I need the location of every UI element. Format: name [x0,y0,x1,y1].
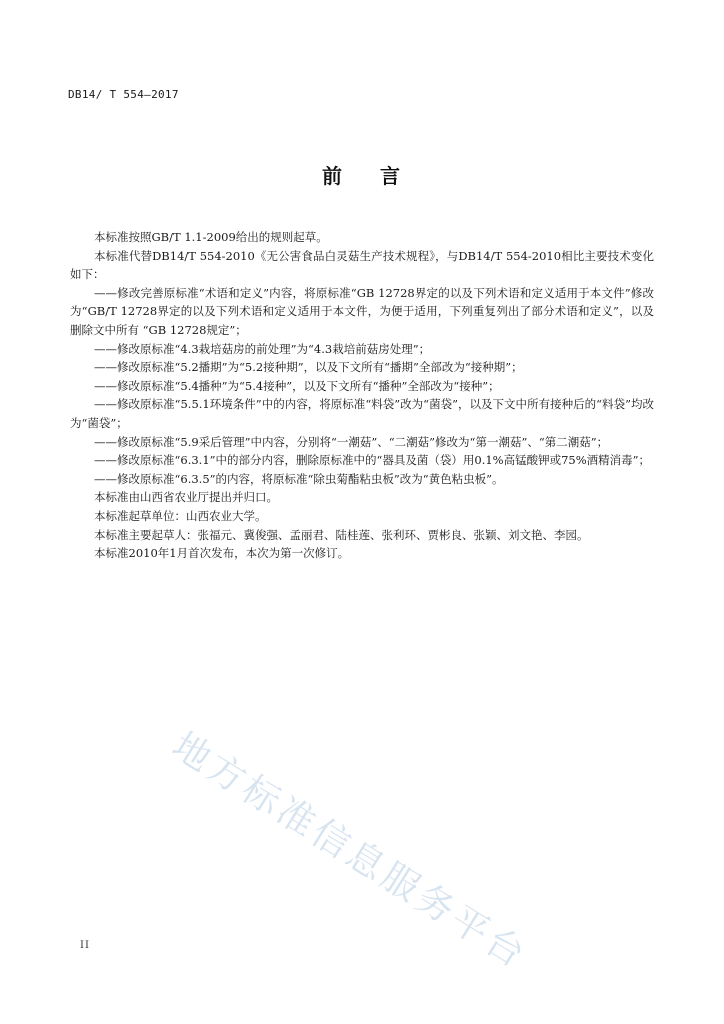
paragraph-proposer: 本标准由山西省农业厅提出并归口。 [94,490,278,505]
page-title [0,160,724,189]
document-code: DB14/ T 554—2017 [68,88,179,101]
title-char-2: 言 [380,164,402,188]
paragraph-replacement: 本标准代替DB14/T 554-2010《无公害食品白灵菇生产技术规程》，与DB14/T 554-2010相比主要技术变化如下： [70,248,654,282]
change-item-5-2: ——修改原标准“5.2播期”为“5.2接种期”，以及下文所有“播期”全部改为“接种期”； [94,360,523,375]
title-char-1: 前 [322,164,344,188]
change-item-terms: ——修改完善原标准“术语和定义”内容，将原标准“GB 12728界定的以及下列术语和定义适用于本文件”修改为“GB/T 12728界定的以及下列术语和定义适用于本文件，为便于适用，下列重复列出了部分术语和定义”，以及删除文中所有 “GB 12728规定”； [70,285,654,337]
change-item-4-3: ——修改原标准“4.3栽培菇房的前处理”为“4.3栽培前菇房处理”； [94,341,431,356]
paragraph-drafters: 本标准主要起草人：张福元、冀俊强、孟丽君、陆桂莲、张利环、贾彬良、张颖、刘文艳、李园。 [94,527,589,542]
paragraph-drafting-rules: 本标准按照GB/T 1.1-2009给出的规则起草。 [94,230,328,244]
page-number: II [80,940,90,951]
watermark-text: 地方标准信息服务平台 [164,723,536,978]
paragraph-history: 本标准2010年1月首次发布，本次为第一次修订。 [94,546,350,561]
change-item-6-3-1: ——修改原标准“6.3.1”中的部分内容，删除原标准中的“器具及菌（袋）用0.1%高锰酸钾或75%酒精消毒”； [94,453,651,468]
change-item-5-9: ——修改原标准“5.9采后管理”中内容，分别将“一潮菇”、“二潮菇”修改为“第一潮菇”、“第二潮菇”； [94,434,609,449]
foreword-body [70,228,654,563]
paragraph-drafting-unit: 本标准起草单位：山西农业大学。 [94,508,267,523]
change-item-5-5-1: ——修改原标准“5.5.1环境条件”中的内容，将原标准“料袋”改为“菌袋”，以及下文中所有接种后的“料袋”均改为“菌袋”； [70,397,654,430]
change-item-6-3-5: ——修改原标准“6.3.5”的内容，将原标准“除虫菊酯粘虫板”改为“黄色粘虫板”。 [94,471,504,486]
change-item-5-4: ——修改原标准“5.4播种”为“5.4接种”，以及下文所有“播种”全部改为“接种”； [94,378,500,393]
